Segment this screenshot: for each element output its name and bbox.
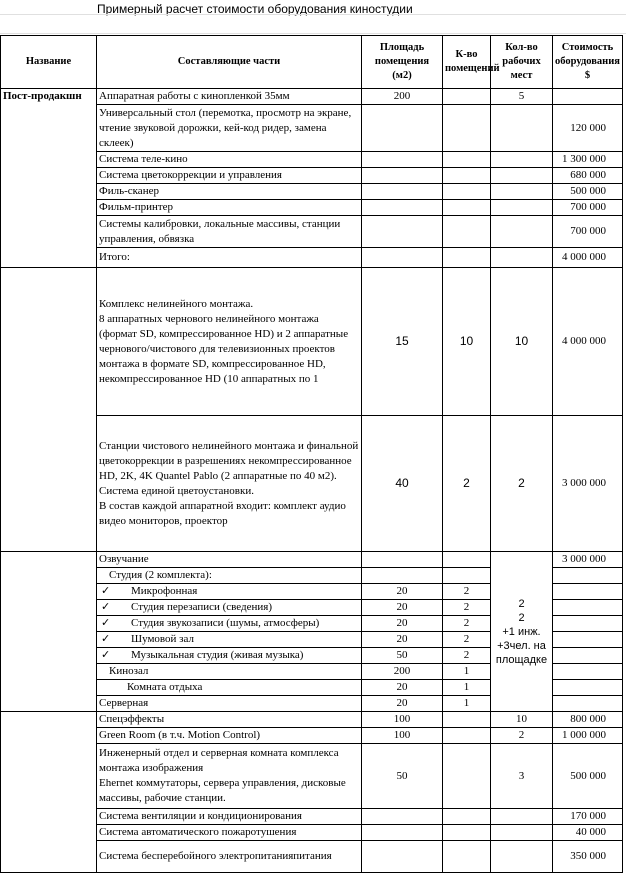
cost: 40 000: [553, 825, 623, 841]
area: 20: [362, 696, 443, 712]
workplaces: 10: [491, 712, 553, 728]
cost: 350 000: [553, 841, 623, 873]
part: Микрофонная: [131, 585, 198, 597]
cost: 4 000 000: [553, 268, 623, 416]
header-name: Название: [1, 36, 97, 89]
part: Кинозал: [97, 664, 362, 680]
part: Фильм-принтер: [97, 200, 362, 216]
part: Система теле-кино: [97, 152, 362, 168]
workplaces: 3: [491, 744, 553, 809]
cost: 1 000 000: [553, 728, 623, 744]
area: 15: [362, 268, 443, 416]
part: Система бесперебойного электропитанияпитания: [97, 841, 362, 873]
part: Студия (2 комплекта):: [97, 568, 362, 584]
part: Итого:: [97, 248, 362, 268]
workplaces: 5: [491, 89, 553, 105]
part: Аппаратная работы с кинопленкой 35мм: [97, 89, 362, 105]
cost: 4 000 000: [553, 248, 623, 268]
checkmark-icon: ✓: [101, 601, 111, 613]
cost: 170 000: [553, 809, 623, 825]
part: Серверная: [97, 696, 362, 712]
part: Станции чистового нелинейного монтажа и финальной цветокоррекции в разрешениях некомпрессированное HD, 2K, 4K Quantel Pablo (2 аппаратные по 40 м2). Система единой цветоустановки. В состав каждой аппаратной входит: комплект аудио видео мониторов, проектор: [97, 416, 362, 552]
rooms: 2: [443, 632, 491, 648]
header-cost: Стоимость оборудования $: [553, 36, 623, 89]
checkmark-icon: ✓: [101, 649, 111, 661]
part: Озвучание: [97, 552, 362, 568]
checkmark-icon: ✓: [101, 617, 111, 629]
area: 20: [362, 616, 443, 632]
area: 20: [362, 680, 443, 696]
part: Системы калибровки, локальные массивы, станции управления, обвязка: [97, 216, 362, 248]
page-title: Примерный расчет стоимости оборудования киностудии: [97, 2, 413, 16]
area: 100: [362, 712, 443, 728]
checkmark-icon: ✓: [101, 585, 111, 597]
equipment-cost-table: [0, 35, 623, 873]
rooms: 1: [443, 664, 491, 680]
cost: 3 000 000: [553, 552, 623, 568]
workplaces: 2: [491, 416, 553, 552]
part: Филь-сканер: [97, 184, 362, 200]
part: Инженерный отдел и серверная комната комплекса монтажа изображения Ehernet коммутаторы, сервера управления, дисковые массивы, рабочие станции.: [97, 744, 362, 809]
area: 20: [362, 632, 443, 648]
header-rooms: К-во помещений: [443, 36, 491, 89]
part: Студия перезаписи (сведения): [131, 601, 273, 613]
part: Комната отдыха: [97, 680, 362, 696]
cost: 1 300 000: [553, 152, 623, 168]
rooms: 10: [443, 268, 491, 416]
part: Система вентиляции и кондиционирования: [97, 809, 362, 825]
rooms: 2: [443, 648, 491, 664]
header-area: Площадь помещения (м2): [362, 36, 443, 89]
workplaces: 2: [491, 728, 553, 744]
part: Универсальный стол (перемотка, просмотр на экране, чтение звуковой дорожки, кей-код ридер, замена склеек): [97, 105, 362, 152]
cost: 700 000: [553, 216, 623, 248]
area: 200: [362, 89, 443, 105]
rooms: 2: [443, 600, 491, 616]
rooms: 2: [443, 584, 491, 600]
group-name: Пост-продакшн: [1, 89, 97, 268]
area: 20: [362, 600, 443, 616]
sound-workplaces: 2 2 +1 инж. +3чел. на площадке: [491, 552, 553, 712]
cost: 700 000: [553, 200, 623, 216]
sheet-row: [0, 16, 626, 34]
sheet-row: [0, 0, 626, 15]
checkmark-icon: ✓: [101, 633, 111, 645]
area: 100: [362, 728, 443, 744]
part: Система автоматического пожаротушения: [97, 825, 362, 841]
header-workplaces: Кол-во рабочих мест: [491, 36, 553, 89]
area: 20: [362, 584, 443, 600]
cost: 680 000: [553, 168, 623, 184]
rooms: 2: [443, 416, 491, 552]
area: 200: [362, 664, 443, 680]
workplaces: 10: [491, 268, 553, 416]
rooms: 2: [443, 616, 491, 632]
cost: 500 000: [553, 744, 623, 809]
header-parts: Составляющие части: [97, 36, 362, 89]
rooms: 1: [443, 696, 491, 712]
part: Green Room (в т.ч. Motion Control): [97, 728, 362, 744]
part: Система цветокоррекции и управления: [97, 168, 362, 184]
part: Шумовой зал: [131, 633, 194, 645]
rooms: 1: [443, 680, 491, 696]
cost: 3 000 000: [553, 416, 623, 552]
part: Музыкальная студия (живая музыка): [131, 649, 304, 661]
part: Студия звукозаписи (шумы, атмосферы): [131, 617, 320, 629]
area: 50: [362, 744, 443, 809]
area: 50: [362, 648, 443, 664]
part: Спецэффекты: [97, 712, 362, 728]
part: Комплекс нелинейного монтажа. 8 аппаратных чернового нелинейного монтажа (формат SD, компрессированное HD) и 2 аппаратные чернового/чистового для телевизионных проектов монтажа в формате SD, компрессированное HD, некомпрессированное HD (10 аппаратных по 1: [97, 268, 362, 416]
cost: 800 000: [553, 712, 623, 728]
area: 40: [362, 416, 443, 552]
cost: 500 000: [553, 184, 623, 200]
cost: 120 000: [553, 105, 623, 152]
